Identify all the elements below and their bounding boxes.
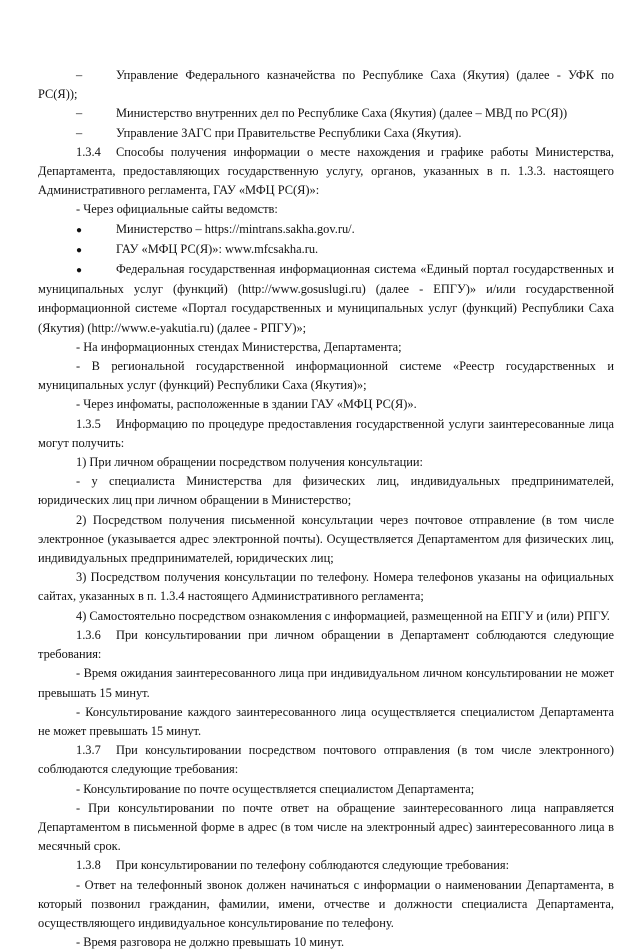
paragraph-text: Управление Федерального казначейства по Республике Саха (Якутия) (далее - УФК по РС(Я)); (38, 68, 614, 102)
section-1-3-5 (38, 415, 614, 453)
section-number: 1.3.8 (76, 858, 101, 873)
requirement-phone-answer: - Ответ на телефонный звонок должен начинаться с информации о наименовании Департамента, в который позвонил гражданин, фамилии, имени, отчестве и должности специалиста Департамента, осуществляющего индивидуальное консультирование по телефону. (38, 877, 614, 930)
bullet-icon: ● (76, 224, 83, 236)
paragraph-zags (38, 124, 614, 143)
section-1-3-6 (38, 626, 614, 664)
bullet-icon: ● (76, 265, 83, 277)
paragraph-text: При консультировании посредством почтового отправления (в том числе электронного) соблюдаются следующие требования: (38, 743, 614, 777)
paragraph-text: Министерство внутренних дел по Республике Саха (Якутия) (далее – МВД по РС(Я)) (116, 106, 568, 121)
section-1-3-8 (38, 856, 614, 875)
list-item-3: 3) Посредством получения консультации по телефону. Номера телефонов указаны на официальных сайтах, указанных в п. 1.3.4 настоящего Административного регламента; (38, 570, 614, 604)
paragraph-text: Федеральная государственная информационная система «Единый портал государственных и муниципальных услуг (функций) (http://www.gosuslugi.ru) (далее - ЕПГУ)» и/или государственной информационной системе «Портал государственных и муниципальных услуг (функций) Республики Саха (Якутия) (http://www.e-yakutia.ru) (далее - РПГУ)»; (38, 262, 614, 335)
requirement-wait-time: - Время ожидания заинтересованного лица при индивидуальном личном консультировании не может превышать 15 минут. (38, 666, 614, 700)
paragraph-text: Управление ЗАГС при Правительстве Республики Саха (Якутия). (116, 125, 462, 140)
paragraph-ufk (38, 66, 614, 104)
list-item-2: 2) Посредством получения письменной консультации через почтовое отправление (в том числе электронное (указывается адрес электронной почты). Осуществляется Департаментом для физических лиц, индивидуальных предпринимателей, юридических лиц; (38, 512, 614, 566)
section-number: 1.3.7 (76, 743, 101, 758)
bullet-mfc-site (38, 240, 614, 260)
bullet-ministry-site (38, 220, 614, 240)
paragraph-registry: - В региональной государственной информационной системе «Реестр государственных и муниципальных услуг (функций) Республики Саха (Якутия)»; (38, 359, 614, 393)
bullet-epgu (38, 260, 614, 338)
list-item-1: 1) При личном обращении посредством получения консультации: (76, 455, 423, 470)
paragraph-text: При консультировании по телефону соблюдаются следующие требования: (116, 858, 510, 873)
list-item-4: 4) Самостоятельно посредством ознакомления с информацией, размещенной на ЕПГУ и (или) РПГУ. (76, 608, 610, 623)
section-number: 1.3.4 (76, 144, 101, 159)
paragraph-stands: - На информационных стендах Министерства, Департамента; (76, 339, 402, 354)
list-dash: – (76, 106, 83, 121)
section-1-3-4 (38, 143, 614, 201)
paragraph-infomats: - Через инфоматы, расположенные в здании ГАУ «МФЦ РС(Я)». (76, 397, 417, 412)
section-number: 1.3.6 (76, 627, 101, 642)
section-number: 1.3.5 (76, 416, 101, 431)
requirement-consult-time: - Консультирование каждого заинтересованного лица осуществляется специалистом Департамента не может превышать 15 минут. (38, 704, 614, 738)
paragraph-text: Министерство – https://mintrans.sakha.gov.ru/. (116, 221, 355, 236)
requirement-mail-answer: - При консультировании по почте ответ на обращение заинтересованного лица направляется Департаментом в письменной форме в адрес (в том числе на электронный адрес) заинтересованного лица в месячный срок. (38, 800, 614, 854)
paragraph-text: Способы получения информации о месте нахождения и графике работы Министерства, Департамента, предоставляющих государственную услугу, органов, указанных в п. 1.3.3. настоящего Административного регламента, ГАУ «МФЦ РС(Я)»: (38, 144, 614, 198)
bullet-icon: ● (76, 244, 83, 256)
paragraph-websites: - Через официальные сайты ведомств: (76, 202, 278, 217)
paragraph-text: ГАУ «МФЦ РС(Я)»: www.mfcsakha.ru. (116, 241, 319, 256)
list-dash: – (76, 68, 83, 82)
paragraph-text: При консультировании при личном обращении в Департамент соблюдаются следующие требования: (38, 627, 614, 662)
requirement-mail-specialist: - Консультирование по почте осуществляется специалистом Департамента; (76, 781, 475, 796)
document-page (38, 66, 614, 952)
section-1-3-7 (38, 741, 614, 779)
paragraph-text: Информацию по процедуре предоставления государственной услуги заинтересованные лица могут получить: (38, 416, 614, 450)
paragraph-mvd (38, 104, 614, 123)
requirement-phone-duration: - Время разговора не должно превышать 10 минут. (76, 935, 345, 950)
list-item-1a: - у специалиста Министерства для физических лиц, индивидуальных предпринимателей, юридических лиц при личном обращении в Министерство; (38, 474, 614, 508)
list-dash: – (76, 125, 83, 140)
